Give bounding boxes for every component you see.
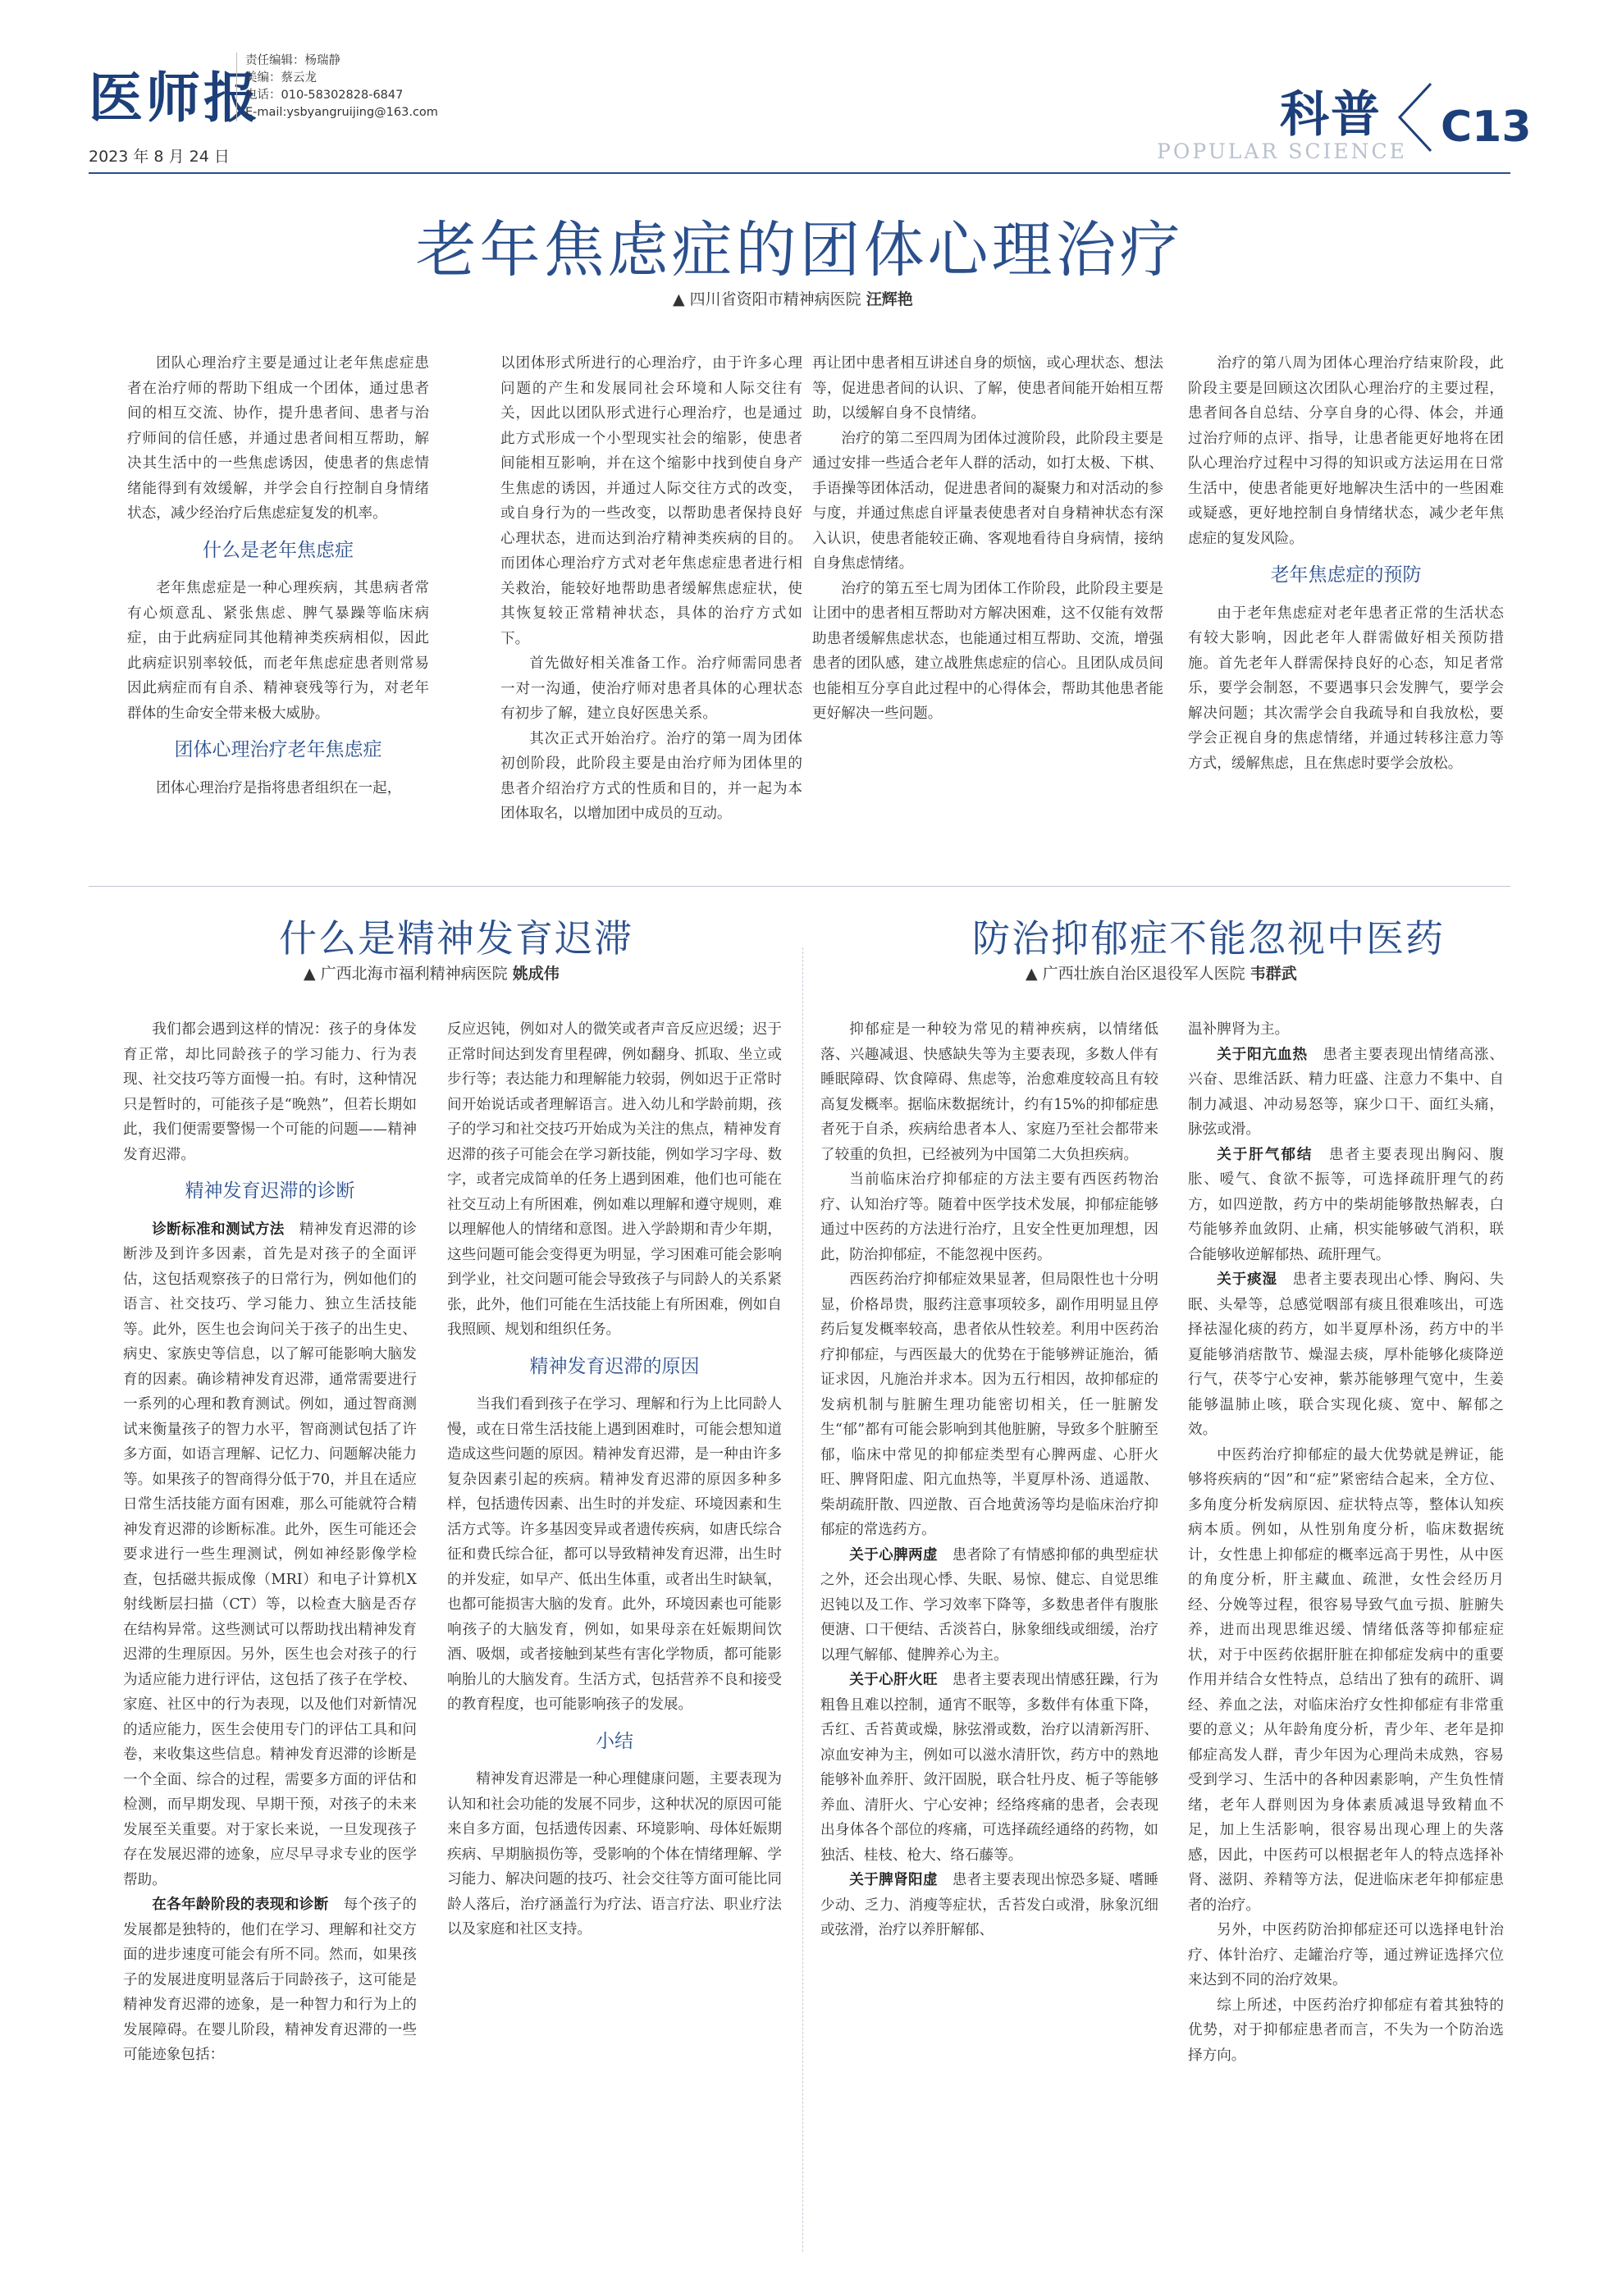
paragraph-text: 西医药治疗抑郁症效果显著，但局限性也十分明显，价格昂贵，服药注意事项较多，副作用明显且停药后复发概率较高，患者依从性较差。利用中医药治疗抑郁症，与西医最大的优势在于能够辨证施治，循证求因，凡施治并求本。因为五行相因，故抑郁症的发病机制与脏腑生理功能密切相关，任一脏腑发生“郁”都有可能会影响到其他脏腑，导致多个脏腑至郁，临床中常见的抑郁症类型有心脾两虚、心肝火旺、脾肾阳虚、阳亢血热等，半夏厚朴汤、逍遥散、柴胡疏肝散、四逆散、百合地黄汤等均是临床治疗抑郁症的常选药方。 bbox=[820, 1271, 1158, 1538]
paragraph-lead: 诊断标准和测试方法 bbox=[152, 1220, 299, 1238]
paragraph bbox=[500, 351, 802, 651]
paragraph-lead: 关于痰湿 bbox=[1217, 1271, 1293, 1288]
paragraph bbox=[812, 577, 1163, 727]
paragraph bbox=[447, 1392, 782, 1718]
phone: 电话：010-58302828-6847 bbox=[245, 89, 404, 102]
paragraph bbox=[812, 351, 1163, 427]
paragraph-text: 患者主要表现出惊恐多疑、嗜睡少动、乏力、消瘦等症状，舌苔发白或滑，脉象沉细或弦滑，治疗以养肝解郁、 bbox=[820, 1872, 1158, 1938]
paragraph bbox=[820, 1267, 1158, 1543]
subheading: 精神发育迟滞的原因 bbox=[529, 1355, 700, 1377]
paragraph-text: 抑郁症是一种较为常见的精神疾病，以情绪低落、兴趣减退、快感缺失等为主要表现，多数人伴有睡眠障碍、饮食障碍、焦虑等，治愈难度较高且有较高复发概率。据临床数据统计，约有15%的抑郁症患者死于自杀，疾病给患者本人、家庭乃至社会都带来了较重的负担，已经被列为中国第二大负担疾病。 bbox=[820, 1021, 1158, 1163]
editor-info bbox=[236, 52, 438, 121]
email: E-mail:ysbyangruijing@163.com bbox=[245, 106, 438, 119]
paragraph bbox=[1188, 1918, 1504, 1993]
paragraph-lead: 在各年龄阶段的表现和诊断 bbox=[152, 1896, 344, 1913]
article1-column-3 bbox=[812, 351, 1163, 727]
paragraph bbox=[500, 727, 802, 827]
paragraph-lead: 关于心肝火旺 bbox=[849, 1671, 953, 1688]
article1-title: 老年焦虑症的团体心理治疗 bbox=[415, 215, 1184, 285]
paragraph-text: 患者主要表现出心悸、胸闷、失眠、头晕等，总感觉咽部有痰且很难咳出，可选择祛湿化痰的药方，如半夏厚朴汤，药方中的半夏能够消痞散节、燥湿去痰，厚朴能够化痰降逆行气，茯苓宁心安神，紫苏能够理气宽中，生姜能够温肺止咳，联合实现化痰、宽中、解郁之效。 bbox=[1188, 1271, 1504, 1438]
paragraph-text: 老年焦虑症是一种心理疾病，其患病者常有心烦意乱、紧张焦虑、脾气暴躁等临床病症，由于此病症同其他精神类疾病相似，因此此病症识别率较低，而老年焦虑症患者则常易因此病症而有自杀、精神衰残等行为，对老年群体的生命安全带来极大威胁。 bbox=[127, 580, 429, 722]
paragraph-text: 当前临床治疗抑郁症的方法主要有西医药物治疗、认知治疗等。随着中医学技术发展，抑郁症能够通过中医药的方法进行治疗，且安全性更加理想，因此，防治抑郁症，不能忽视中医药。 bbox=[820, 1171, 1158, 1263]
page-number: C13 bbox=[1441, 103, 1532, 152]
paragraph bbox=[127, 351, 429, 527]
article3-affiliation: ▲ 广西壮族自治区退役军人医院 bbox=[1026, 965, 1245, 983]
article1-column-2 bbox=[500, 351, 802, 827]
article3-byline bbox=[1026, 961, 1297, 984]
paragraph bbox=[1188, 1443, 1504, 1919]
article3-author: 韦群武 bbox=[1250, 965, 1297, 983]
designer: 美编：蔡云龙 bbox=[245, 71, 317, 84]
article1-column-1 bbox=[127, 351, 429, 801]
paragraph-text: 患者主要表现出情绪高涨、兴奋、思维活跃、精力旺盛、注意力不集中、自制力减退、冲动易怒等，寐少口干、面红头痛，脉弦或滑。 bbox=[1188, 1046, 1504, 1138]
paragraph-lead: 关于肝气郁结 bbox=[1217, 1145, 1329, 1163]
paragraph-text: 综上所述，中医药治疗抑郁症有着其独特的优势，对于抑郁症患者而言，不失为一个防治选择方向。 bbox=[1188, 1997, 1504, 2064]
paragraph bbox=[820, 1167, 1158, 1267]
article1-affiliation: ▲ 四川省资阳市精神病医院 bbox=[673, 290, 861, 308]
article2-title: 什么是精神发育迟滞 bbox=[279, 916, 633, 961]
paragraph-text: 治疗的第五至七周为团体工作阶段，此阶段主要是让团中的患者相互帮助对方解决困难，这不仅能有效帮助患者缓解焦虑状态，也能通过相互帮助、交流，增强患者的团队感，建立战胜焦虑症的信心。且团队成员间也能相互分享自此过程中的心得体会，帮助其他患者能更好解决一些问题。 bbox=[812, 580, 1163, 722]
article3-column-2 bbox=[1188, 1017, 1504, 2068]
header-rule bbox=[89, 172, 1510, 174]
paragraph-text: 患者主要表现出情感狂躁，行为粗鲁且难以控制，通宵不眠等，多数伴有体重下降，舌红、舌苔黄或燥，脉弦滑或数，治疗以清新泻肝、凉血安神为主，例如可以滋水清肝饮，药方中的熟地能够补血养肝、敛汗固脱，联合牡丹皮、栀子等能够养血、清肝火、宁心安神；经络疼痛的患者，会表现出身体各个部位的疼痛，可选择疏经通络的药物，如独活、桂枝、枪大、络石藤等。 bbox=[820, 1672, 1158, 1864]
article3-title: 防治抑郁症不能忽视中医药 bbox=[972, 916, 1445, 961]
newspaper-logo: 医师报 bbox=[89, 66, 261, 130]
article2-byline bbox=[304, 961, 560, 984]
paragraph-text: 温补脾肾为主。 bbox=[1188, 1021, 1290, 1038]
paragraph-text: 以团体形式所进行的心理治疗，由于许多心理问题的产生和发展同社会环境和人际交往有关，因此以团队形式进行心理治疗，也是通过此方式形成一个小型现实社会的缩影，使患者间能相互影响，并在这个缩影中找到使自身产生焦虑的诱因，并通过人际交往方式的改变，或自身行为的一些改变，以帮助患者保持良好心理状态，进而达到治疗精神类疾病的目的。而团体心理治疗方式对老年焦虑症患者进行相关救治，能较好地帮助患者缓解焦虑症状，使其恢复较正常精神状态，具体的治疗方式如下。 bbox=[500, 355, 802, 647]
paragraph-lead: 关于心脾两虚 bbox=[849, 1545, 953, 1563]
paragraph bbox=[1188, 351, 1504, 551]
paragraph-text: 团队心理治疗主要是通过让老年焦虑症患者在治疗师的帮助下组成一个团体，通过患者间的相互交流、协作，提升患者间、患者与治疗师间的信任感，并通过患者间相互帮助，解决其生活中的一些焦虑诱因，使患者的焦虑情绪能得到有效缓解，并学会自行控制自身情绪状态，减少经治疗后焦虑症复发的机率。 bbox=[127, 355, 429, 522]
paragraph-text: 患者除了有情感抑郁的典型症状之外，还会出现心悸、失眠、易惊、健忘、自觉思维迟钝以及工作、学习效率下降等，多数患者伴有腹胀便溏、口干便结、舌淡苔白，脉象细线或细缓，治疗以理气解郁、健脾养心为主。 bbox=[820, 1546, 1158, 1664]
subheading: 精神发育迟滞的诊断 bbox=[185, 1180, 355, 1202]
paragraph bbox=[820, 1668, 1158, 1868]
paragraph bbox=[123, 1892, 417, 2068]
subheading: 老年焦虑症的预防 bbox=[1270, 564, 1422, 586]
paragraph-text: 再让团中患者相互讲述自身的烦恼，或心理状态、想法等，促进患者间的认识、了解，使患者间能开始相互帮助，以缓解自身不良情绪。 bbox=[812, 355, 1163, 422]
section-divider bbox=[89, 886, 1510, 887]
paragraph bbox=[1188, 1143, 1504, 1268]
paragraph-text: 其次正式开始治疗。治疗的第一周为团体初创阶段，此阶段主要是由治疗师为团体里的患者介绍治疗方式的性质和目的，并一起为本团体取名，以增加团中成员的互动。 bbox=[500, 730, 802, 822]
paragraph-text: 团体心理治疗是指将患者组织在一起， bbox=[156, 779, 402, 797]
article1-author: 汪辉艳 bbox=[866, 290, 913, 308]
paragraph bbox=[1188, 1043, 1504, 1143]
section-title-en: POPULAR SCIENCE bbox=[1157, 139, 1407, 163]
paragraph-lead: 关于脾肾阳虚 bbox=[849, 1871, 953, 1888]
paragraph-text: 精神发育迟滞的诊断涉及到许多因素，首先是对孩子的全面评估，这包括观察孩子的日常行为，例如他们的语言、社交技巧、学习能力、独立生活技能等。此外，医生也会询问关于孩子的出生史、病史、家族史等信息，以了解可能影响大脑发育的因素。确诊精神发育迟滞，通常需要进行一系列的心理和教育测试。例如，通过智商测试来衡量孩子的智力水平，智商测试包括了许多方面，如语言理解、记忆力、问题解决能力等。如果孩子的智商得分低于70，并且在适应日常生活技能方面有困难，那么可能就符合精神发育迟滞的诊断标准。此外，医生可能还会要求进行一些生理测试，例如神经影像学检查，包括磁共振成像（MRI）和电子计算机X射线断层扫描（CT）等，以检查大脑是否存在结构异常。这些测试可以帮助找出精神发育迟滞的生理原因。另外，医生也会对孩子的行为适应能力进行评估，这包括了孩子在学校、家庭、社区中的行为表现，以及他们对新情况的适应能力，医生会使用专门的评估工具和问卷，来收集这些信息。精神发育迟滞的诊断是一个全面、综合的过程，需要多方面的评估和检测，而早期发现、早期干预，对孩子的未来发展至关重要。对于家长来说，一旦发现孩子存在发展迟滞的迹象，应尽早寻求专业的医学帮助。 bbox=[123, 1221, 417, 1888]
chevron-left-icon bbox=[1395, 80, 1434, 154]
paragraph bbox=[820, 1868, 1158, 1943]
paragraph bbox=[1188, 1993, 1504, 2069]
paragraph-text: 患者主要表现出胸闷、腹胀、嗳气、食欲不振等，可选择疏肝理气的药方，如四逆散，药方中的柴胡能够散热解表，白芍能够养血敛阴、止痛，枳实能够破气消积，联合能够收逆解郁热、疏肝理气。 bbox=[1188, 1146, 1504, 1263]
article2-column-2 bbox=[447, 1017, 782, 1942]
article1-column-4 bbox=[1188, 351, 1504, 776]
paragraph-text: 我们都会遇到这样的情况：孩子的身体发育正常，却比同龄孩子的学习能力、行为表现、社交技巧等方面慢一拍。有时，这种情况只是暂时的，可能孩子是“晚熟”，但若长期如此，我们便需要警惕一个可能的问题——精神发育迟滞。 bbox=[123, 1021, 417, 1163]
subheading: 小结 bbox=[596, 1730, 633, 1752]
article3-column-1 bbox=[820, 1017, 1158, 1943]
section-title: 科普 bbox=[1280, 86, 1382, 144]
paragraph bbox=[123, 1217, 417, 1893]
paragraph bbox=[500, 651, 802, 727]
column-separator bbox=[802, 947, 803, 2252]
paragraph bbox=[127, 776, 429, 801]
paragraph-text: 中医药治疗抑郁症的最大优势就是辨证，能够将疾病的“因”和“症”紧密结合起来，全方位、多角度分析发病原因、症状特点等，整体认知疾病本质。例如，从性别角度分析，临床数据统计，女性患上抑郁症的概率远高于男性，从中医的角度分析，肝主藏血、疏泄，女性会经历月经、分娩等过程，很容易导致气血亏损、脏腑失养，进而出现思维迟缓、情绪低落等抑郁症症状，对于中医药依据肝脏在抑郁症发病中的重要作用并结合女性特点，总结出了独有的疏肝、调经、养血之法，对临床治疗女性抑郁症有非常重要的意义；从年龄角度分析，青少年、老年是抑郁症高发人群，青少年因为心理尚未成熟，容易受到学习、生活中的各种因素影响，产生负性情绪，老年人群则因为身体素质减退导致精血不足，加上生活影响，很容易出现心理上的失落感，因此，中医药可以根据老年人的特点选择补肾、滋阴、养精等方法，促进临床老年抑郁症患者的治疗。 bbox=[1188, 1446, 1504, 1914]
paragraph bbox=[1188, 1267, 1504, 1443]
paragraph bbox=[820, 1543, 1158, 1668]
article2-author: 姚成伟 bbox=[512, 965, 560, 983]
article2-affiliation: ▲ 广西北海市福利精神病医院 bbox=[304, 965, 508, 983]
paragraph-text: 每个孩子的发展都是独特的，他们在学习、理解和社交方面的进步速度可能会有所不同。然而，如果孩子的发展进度明显落后于同龄孩子，这可能是精神发育迟滞的迹象，是一种智力和行为上的发展障碍。在婴儿阶段，精神发育迟滞的一些可能迹象包括： bbox=[123, 1897, 417, 2063]
paragraph-text: 反应迟钝，例如对人的微笑或者声音反应迟缓；迟于正常时间达到发育里程碑，例如翻身、抓取、坐立或步行等；表达能力和理解能力较弱，例如迟于正常时间开始说话或者理解语言。进入幼儿和学龄前期，孩子的学习和社交技巧开始成为关注的焦点，精神发育迟滞的孩子可能会在学习新技能，例如学习字母、数字，或者完成简单的任务上遇到困难，他们也可能在社交互动上有所困难，例如难以理解和遵守规则，难以理解他人的情绪和意图。进入学龄期和青少年期，这些问题可能会变得更为明显，学习困难可能会影响到学业，社交问题可能会导致孩子与同龄人的关系紧张，此外，他们可能在生活技能上有所困难，例如自我照顾、规划和组织任务。 bbox=[447, 1021, 782, 1338]
paragraph-text: 当我们看到孩子在学习、理解和行为上比同龄人慢，或在日常生活技能上遇到困难时，可能会想知道造成这些问题的原因。精神发育迟滞，是一种由许多复杂因素引起的疾病。精神发育迟滞的原因多种多样，包括遗传因素、出生时的并发症、环境因素和生活方式等。许多基因变异或者遗传疾病，如唐氏综合征和费氏综合征，都可以导致精神发育迟滞，出生时的并发症，如早产、低出生体重，或者出生时缺氧，也都可能损害大脑的发育。此外，环境因素也可能影响孩子的大脑发育，例如，如果母亲在妊娠期间饮酒、吸烟，或者接触到某些有害化学物质，都可能影响胎儿的大脑发育。生活方式，包括营养不良和接受的教育程度，也可能影响孩子的发展。 bbox=[447, 1396, 782, 1713]
paragraph bbox=[447, 1017, 782, 1343]
paragraph bbox=[812, 427, 1163, 577]
paragraph-text: 另外，中医药防治抑郁症还可以选择电针治疗、体针治疗、走罐治疗等，通过辨证选择穴位来达到不同的治疗效果。 bbox=[1188, 1922, 1504, 1988]
paragraph bbox=[1188, 1017, 1504, 1043]
paragraph-text: 治疗的第八周为团体心理治疗结束阶段，此阶段主要是回顾这次团队心理治疗的主要过程，患者间各自总结、分享自身的心得、体会，并通过治疗师的点评、指导，让患者能更好地将在团队心理治疗过程中习得的知识或方法运用在日常生活中，使患者能更好地解决生活中的一些困难或疑惑，更好地控制自身情绪状态，减少老年焦虑症的复发风险。 bbox=[1188, 355, 1504, 547]
paragraph-text: 首先做好相关准备工作。治疗师需同患者一对一沟通，使治疗师对患者具体的心理状态有初步了解，建立良好医患关系。 bbox=[500, 655, 802, 722]
subheading: 团体心理治疗老年焦虑症 bbox=[174, 739, 382, 760]
editor: 责任编辑：杨瑞静 bbox=[245, 54, 340, 67]
paragraph bbox=[123, 1017, 417, 1167]
issue-date: 2023 年 8 月 24 日 bbox=[89, 148, 230, 166]
paragraph bbox=[820, 1017, 1158, 1167]
paragraph-text: 治疗的第二至四周为团体过渡阶段，此阶段主要是通过安排一些适合老年人群的活动，如打太极、下棋、手语操等团体活动，促进患者间的凝聚力和对活动的参与度，并通过焦虑自评量表使患者对自身精神状态有深入认识，使患者能较正确、客观地看待自身病情，接纳自身焦虑情绪。 bbox=[812, 430, 1163, 572]
paragraph-text: 由于老年焦虑症对老年患者正常的生活状态有较大影响，因此老年人群需做好相关预防措施。首先老年人群需保持良好的心态，知足者常乐，要学会制怒，不要遇事只会发脾气，要学会解决问题；其次需学会自我疏导和自我放松，要学会正视自身的焦虑情绪，并通过转移注意力等方式，缓解焦虑，且在焦虑时要学会放松。 bbox=[1188, 605, 1504, 772]
paragraph bbox=[447, 1767, 782, 1942]
paragraph bbox=[127, 576, 429, 726]
paragraph-text: 精神发育迟滞是一种心理健康问题，主要表现为认知和社会功能的发展不同步，这种状况的原因可能来自多方面，包括遗传因素、环境影响、母体妊娠期疾病、早期脑损伤等，受影响的个体在情绪理解、学习能力、解决问题的技巧、社会交往等方面可能比同龄人落后，治疗涵盖行为疗法、语言疗法、职业疗法以及家庭和社区支持。 bbox=[447, 1771, 782, 1938]
subheading: 什么是老年焦虑症 bbox=[203, 539, 354, 561]
paragraph bbox=[1188, 601, 1504, 777]
paragraph-lead: 关于阳亢血热 bbox=[1217, 1045, 1323, 1063]
article1-byline bbox=[673, 287, 913, 309]
article2-column-1 bbox=[123, 1017, 417, 2068]
